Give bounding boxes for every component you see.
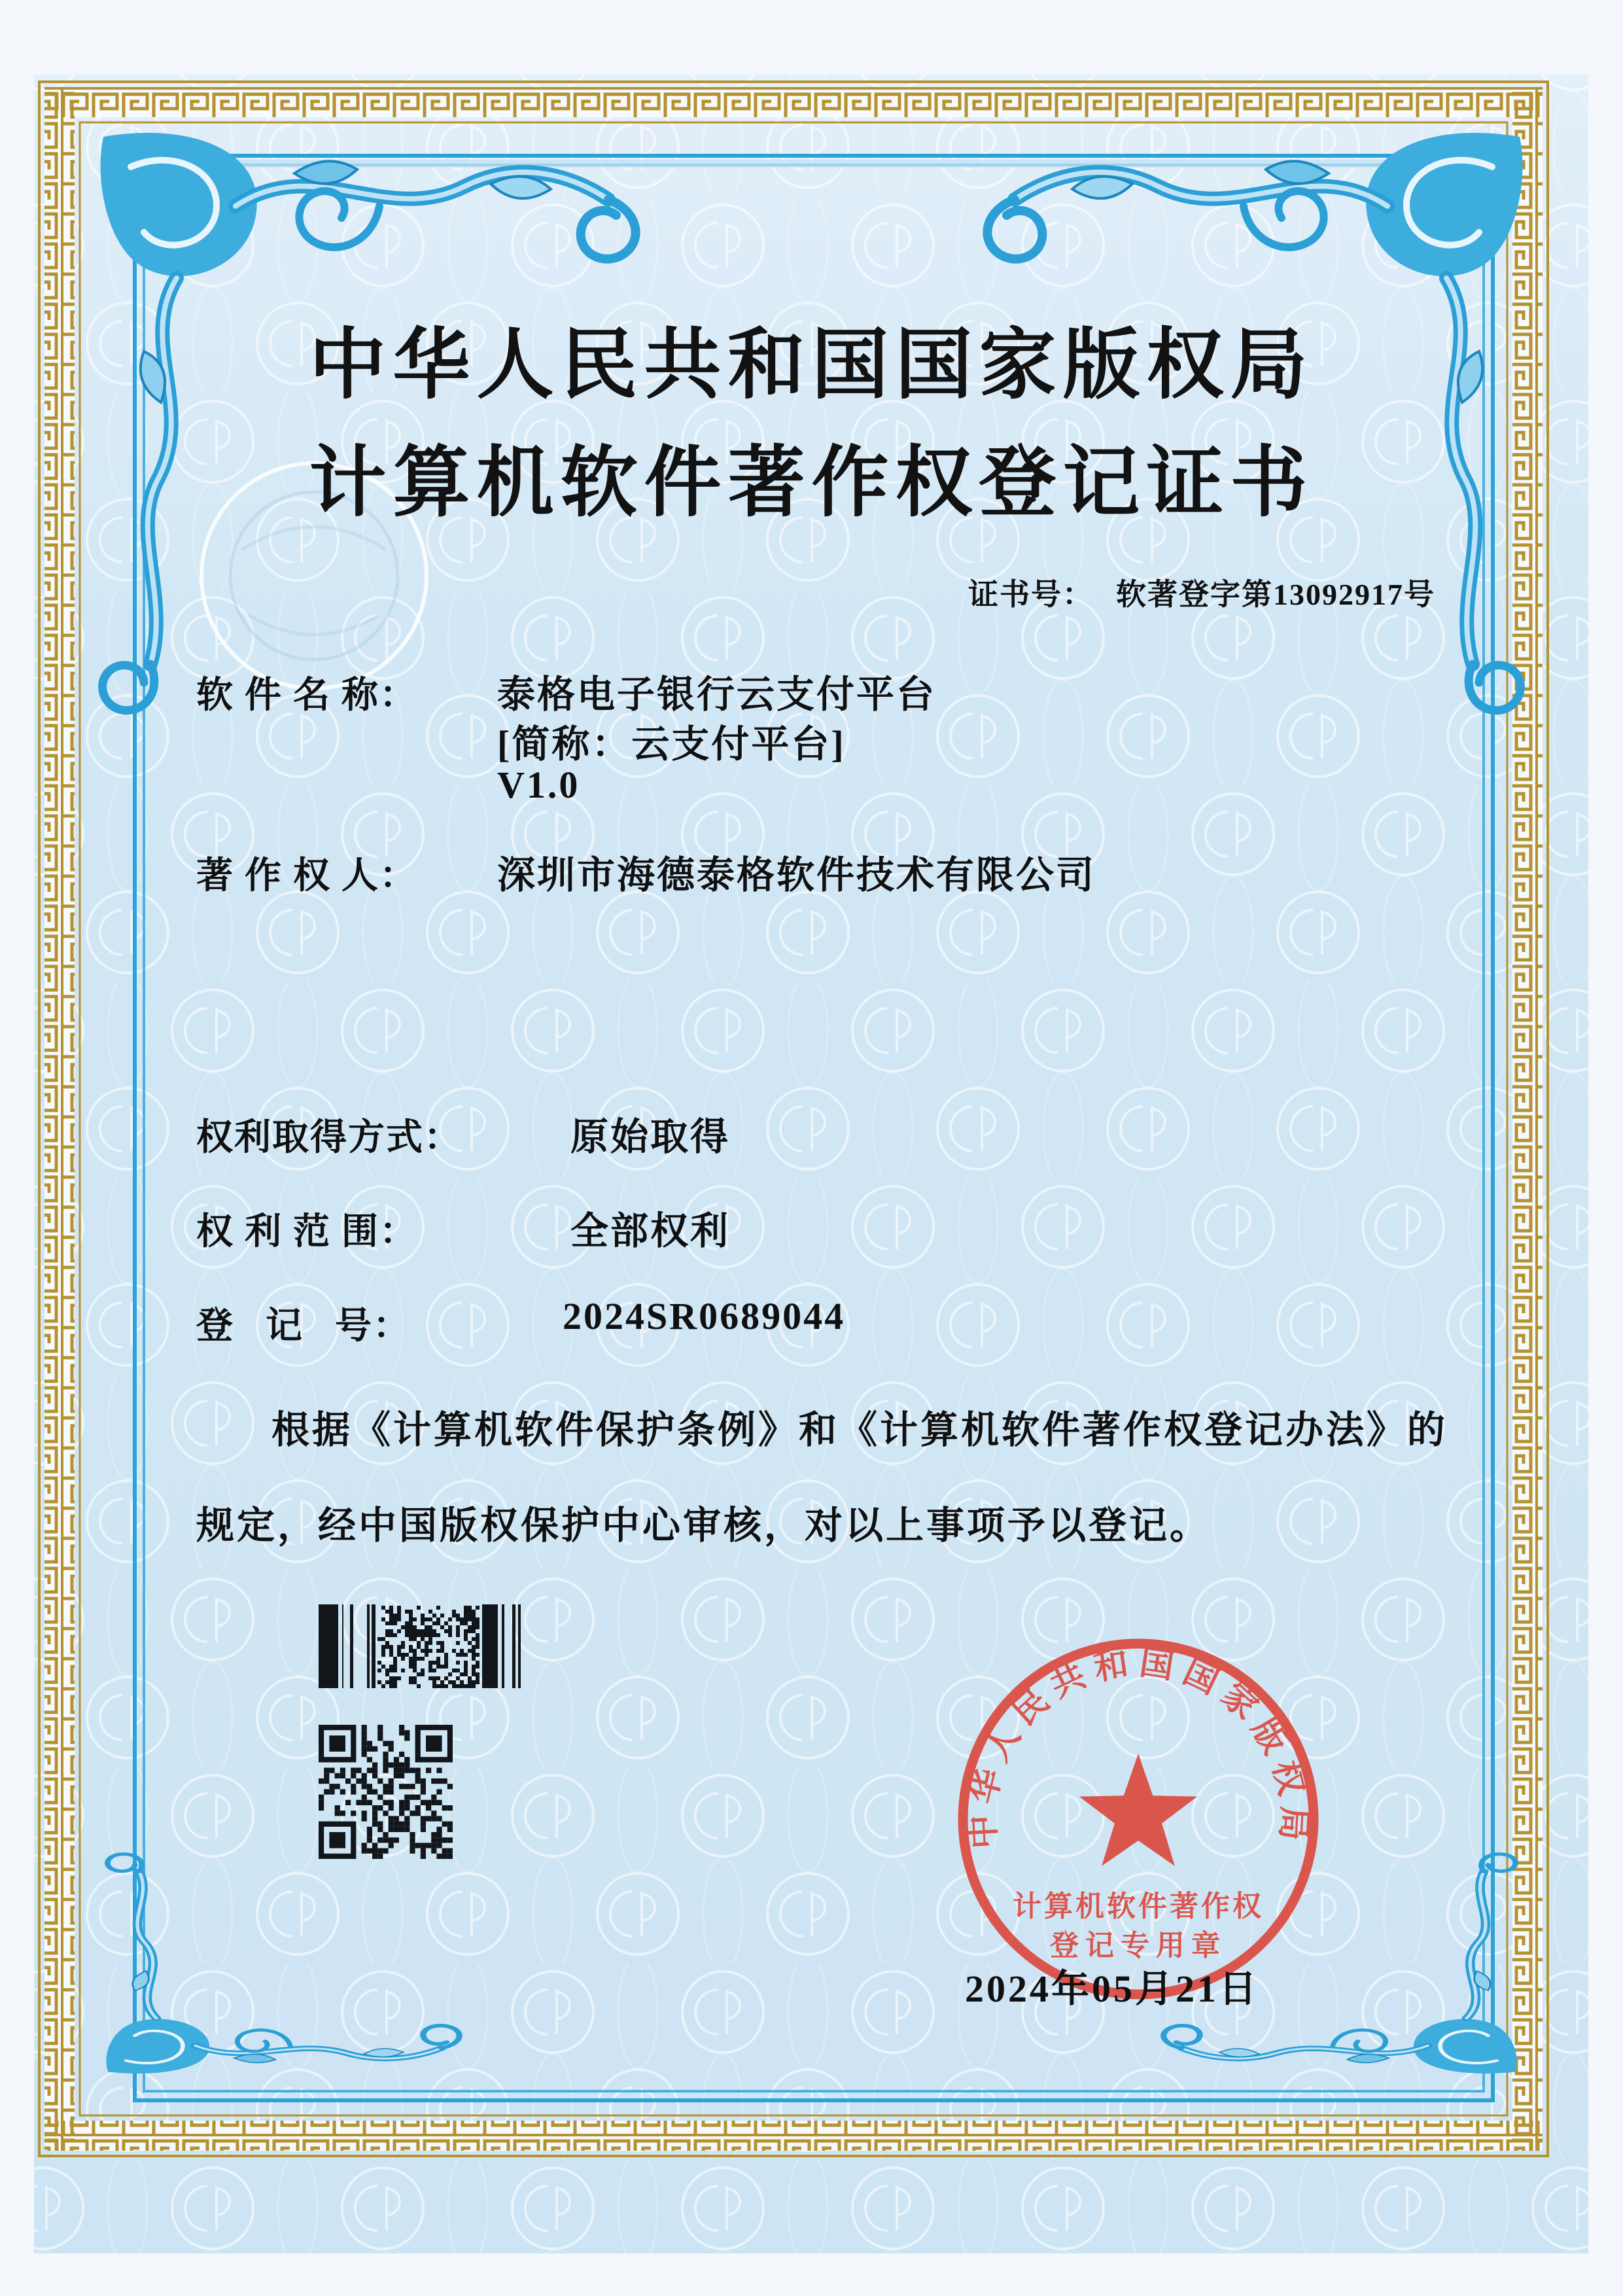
certificate-title-line1: 中华人民共和国国家版权局 (309, 323, 1314, 408)
barcode-graphic (319, 1604, 525, 1688)
software-alias-value: [简称：云支付平台] (497, 723, 846, 766)
rights-scope-label: 权 利 范 围： (196, 1212, 417, 1252)
software-name-label: 软 件 名 称： (196, 675, 417, 716)
certificate-number (968, 571, 1435, 614)
acquisition-method-label: 权利取得方式： (196, 1118, 462, 1158)
copyright-owner-label: 著 作 权 人： (196, 856, 417, 896)
seal-arc-text: 中华人民共和国国家版权局 (964, 1644, 1313, 1850)
qr-code-graphic (319, 1725, 453, 1859)
red-star-icon (1079, 1754, 1198, 1866)
rights-scope-value: 全部权利 (570, 1210, 731, 1252)
registration-number-label: 登 记 号： (196, 1306, 411, 1347)
certificate-title-line2: 计算机软件著作权登记证书 (309, 440, 1314, 526)
statement-line2: 规定，经中国版权保护中心审核，对以上事项予以登记。 (196, 1504, 1211, 1547)
software-version-value: V1.0 (497, 764, 580, 806)
software-name-value: 泰格电子银行云支付平台 (497, 673, 937, 716)
copyright-owner-value: 深圳市海德泰格软件技术有限公司 (497, 854, 1096, 896)
certificate-number-label: 证书号： (968, 578, 1094, 611)
official-seal (942, 1623, 1335, 2015)
issue-date: 2024年05月21日 (965, 1968, 1260, 2010)
seal-line1: 计算机软件著作权 (1013, 1890, 1264, 1922)
statement-line1: 根据《计算机软件保护条例》和《计算机软件著作权登记办法》的 (271, 1409, 1448, 1451)
registration-number-value: 2024SR0689044 (563, 1295, 846, 1337)
certificate-number-value: 软著登字第13092917号 (1116, 578, 1435, 611)
acquisition-method-value: 原始取得 (570, 1116, 731, 1158)
seal-line2: 登记专用章 (1050, 1930, 1227, 1962)
